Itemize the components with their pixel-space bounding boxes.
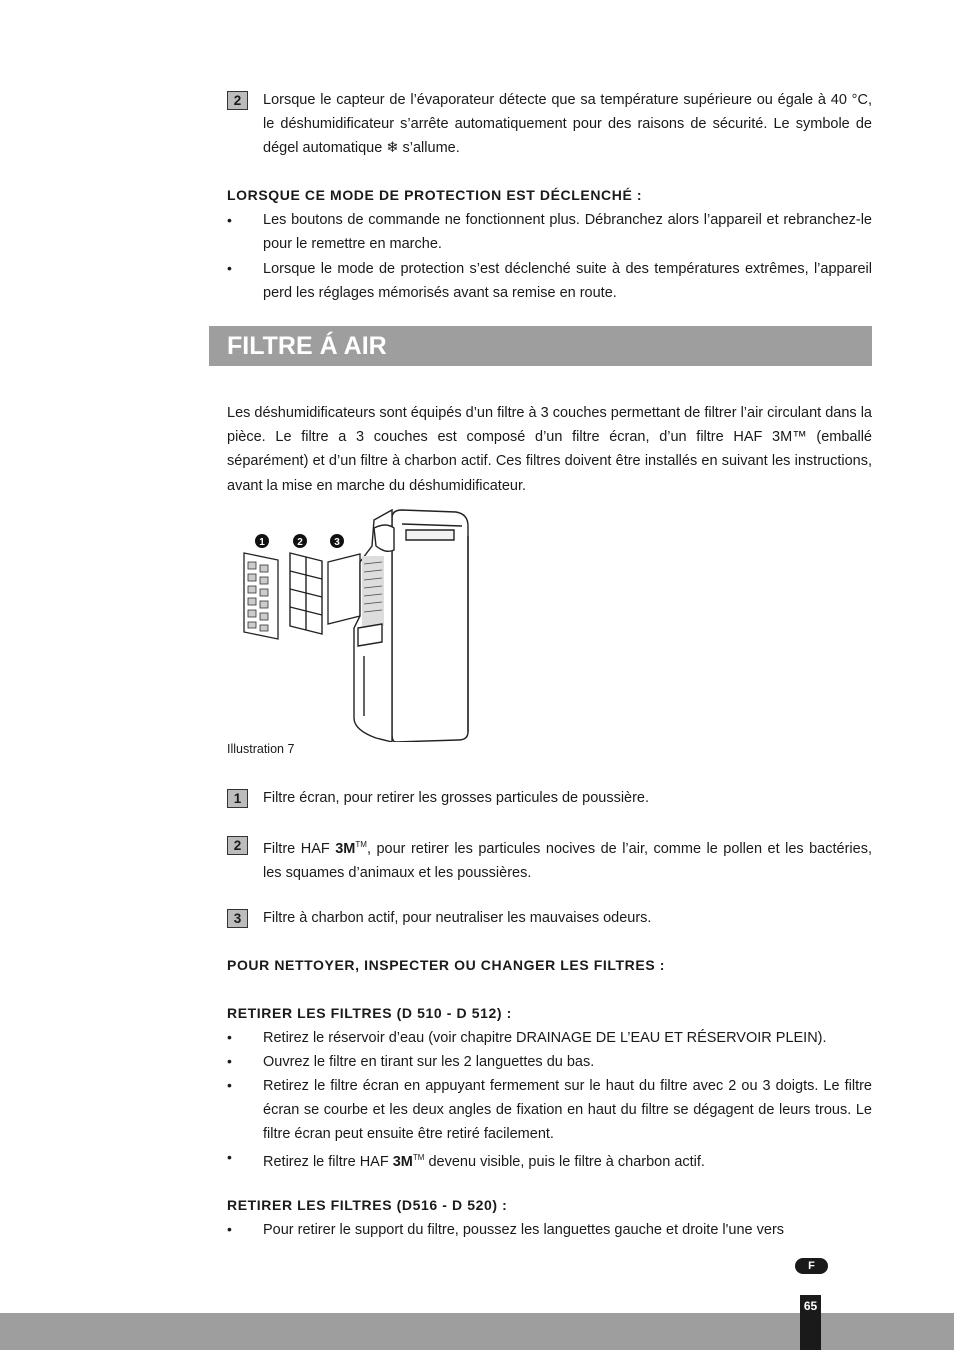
figure-caption: Illustration 7: [227, 742, 295, 756]
remove1-bullet-3: Retirez le filtre écran en appuyant fermement sur le haut du filtre avec 2 ou 3 doigts. Le filtre écran se courbe et les deux angles de fixation en haut du filtre se dégagent de leurs trous. Le filtre écran peut ensuite être retiré facilement.: [263, 1078, 872, 1143]
intro-paragraph: Les déshumidificateurs sont équipés d’un filtre à 3 couches permettant de filtrer l’air circulant dans la pièce. Le filtre a 3 couches est composé d’un filtre écran, d’un filtre HAF 3M™ (emballé séparément) et d’un filtre à charbon actif. Ces filtres doivent être installés en suivant les instructions, avant la mise en marche du déshumidificateur.: [227, 405, 872, 494]
marker-3-label: 3: [334, 537, 340, 548]
filter-item-2: Filtre HAF 3M™, pour retirer les particules nocives de l’air, comme le pollen et les bactéries, les squames d’animaux et les poussières.: [263, 840, 872, 882]
filter-number-box-3: 3: [227, 909, 248, 928]
brand-3m: 3M: [392, 1153, 413, 1170]
protection-bullet-2: Lorsque le mode de protection s’est déclenché suite à des températures extrêmes, l’appareil perd les réglages mémorisés avant sa remise en route.: [263, 261, 872, 302]
dehumidifier-illustration: [236, 506, 476, 742]
step-paragraph: Lorsque le capteur de l’évaporateur détecte que sa température supérieure ou égale à 40 °C, le déshumidificateur s’arrête automatiquement pour des raisons de sécurité. Le symbole de dégel automatique ❄ s’allume.: [263, 92, 872, 157]
remove1-bullet-1: Retirez le réservoir d’eau (voir chapitre DRAINAGE DE L’EAU ET RÉSERVOIR PLEIN).: [263, 1030, 827, 1046]
section-title: FILTRE Á AIR: [227, 332, 387, 360]
step-number-box: 2: [227, 91, 248, 110]
bullet-marker: •: [227, 212, 232, 228]
brand-3m: 3M: [335, 840, 356, 857]
trademark: TM: [355, 840, 367, 849]
remove-filters-heading-1: RETIRER LES FILTRES (D 510 - D 512) :: [227, 1005, 512, 1021]
bullet-marker: •: [227, 1053, 232, 1069]
filter-number-box-1: 1: [227, 789, 248, 808]
bullet-marker: •: [227, 1077, 232, 1093]
bullet-marker: •: [227, 1221, 232, 1237]
bullet-marker: •: [227, 1029, 232, 1045]
filter-item-1: Filtre écran, pour retirer les grosses particules de poussière.: [263, 790, 650, 806]
page-number: 65: [800, 1295, 821, 1350]
bullet-marker: •: [227, 1149, 232, 1165]
protection-heading: LORSQUE CE MODE DE PROTECTION EST DÉCLENCHÉ :: [227, 187, 643, 203]
remove1-bullet-4: Retirez le filtre HAF 3M™ devenu visible, puis le filtre à charbon actif.: [263, 1153, 705, 1170]
remove-filters-heading-2: RETIRER LES FILTRES (D516 - D 520) :: [227, 1197, 508, 1213]
section-header-bar: [209, 326, 872, 366]
trademark: TM: [412, 1153, 425, 1162]
filter-diagram-svg: [236, 506, 476, 742]
filter-item-3: Filtre à charbon actif, pour neutraliser les mauvaises odeurs.: [263, 910, 652, 926]
carbon-filter: [328, 554, 360, 624]
marker-2-label: 2: [297, 537, 303, 548]
remove2-bullet-1: Pour retirer le support du filtre, poussez les languettes gauche et droite l'une vers: [263, 1222, 785, 1238]
bullet-marker: •: [227, 260, 232, 276]
language-badge: F: [795, 1258, 828, 1274]
screen-filter: [244, 553, 278, 639]
haf-filter: [290, 553, 322, 634]
protection-bullet-1: Les boutons de commande ne fonctionnent plus. Débranchez alors l’appareil et rebranchez-le pour le remettre en marche.: [263, 212, 872, 253]
filter-number-box-2: 2: [227, 836, 248, 855]
dehumidifier-body: [354, 510, 468, 742]
clean-heading: POUR NETTOYER, INSPECTER OU CHANGER LES FILTRES :: [227, 957, 666, 973]
remove1-bullet-2: Ouvrez le filtre en tirant sur les 2 languettes du bas.: [263, 1054, 595, 1070]
marker-1-label: 1: [259, 537, 265, 548]
